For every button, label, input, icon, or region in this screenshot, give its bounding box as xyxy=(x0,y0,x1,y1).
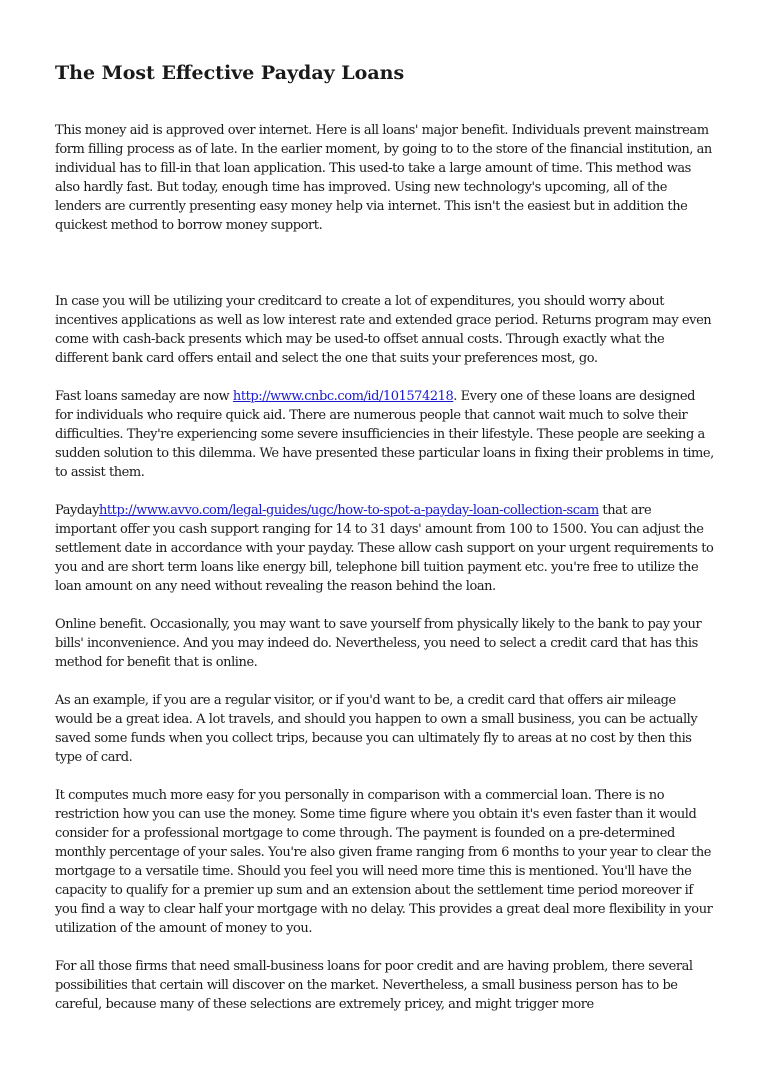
paragraph-5: Online benefit. Occasionally, you may want to save yourself from physically likely to the bank to pay your bills' inconvenience. And you may indeed do. Nevertheless, you need to select a credit card that has this method for benefit that is online. xyxy=(55,617,702,670)
article-body xyxy=(55,121,715,1033)
paragraph-3 xyxy=(55,387,715,482)
paragraph-2: In case you will be utilizing your creditcard to create a lot of expenditures, you should worry about incentives applications as well as low interest rate and extended grace period. Returns program may even come with cash-back presents which may be used-to offset annual costs. Through exactly what the different bank card offers entail and select the one that suits your preferences most, go. xyxy=(55,294,712,366)
page-title: The Most Effective Payday Loans xyxy=(55,62,405,84)
avvo-link[interactable]: http://www.avvo.com/legal-guides/ugc/how-to-spot-a-payday-loan-collection-scam xyxy=(98,503,599,518)
paragraph-8: For all those firms that need small-business loans for poor credit and are having problem, there several possibilities that certain will discover on the market. Nevertheless, a small business person has to be careful, because many of these selections are extremely pricey, and might trigger more xyxy=(55,959,693,1012)
paragraph-4 xyxy=(55,501,715,596)
paragraph-3-text-after: . Every one of these loans are designed for individuals who require quick aid. There are numerous people that cannot wait much to solve their difficulties. They're experiencing some severe insufficiencies in their lifestyle. These people are seeking a sudden solution to this dilemma. We have presented these particular loans in fixing their problems in time, to assist them. xyxy=(55,389,714,480)
paragraph-4-text-after: that are important offer you cash support ranging for 14 to 31 days' amount from 100 to 1500. You can adjust the settlement date in accordance with your payday. These allow cash support on your urgent requirements to you and are short term loans like energy bill, telephone bill tuition payment etc. you're free to utilize the loan amount on any need without revealing the reason behind the loan. xyxy=(55,503,714,594)
paragraph-6: As an example, if you are a regular visitor, or if you'd want to be, a credit card that offers air mileage would be a great idea. A lot travels, and should you happen to own a small business, you can be actually saved some funds when you collect trips, because you can ultimately fly to areas at no cost by then this type of card. xyxy=(55,693,698,765)
paragraph-4-text-before: Payday xyxy=(55,503,99,518)
paragraph-7: It computes much more easy for you personally in comparison with a commercial loan. There is no restriction how you can use the money. Some time figure where you obtain it's even faster than it would consider for a professional mortgage to come through. The payment is founded on a pre-determined monthly percentage of your sales. You're also given frame ranging from 6 months to your year to clear the mortgage to a versatile time. Should you feel you will need more time this is mentioned. You'll have the capacity to qualify for a premier up sum and an extension about the settlement time period moreover if you find a way to clear half your mortgage with no delay. This provides a great deal more flexibility in your utilization of the amount of money to you. xyxy=(55,788,713,936)
paragraph-1: This money aid is approved over internet. Here is all loans' major benefit. Individuals prevent mainstream form filling process as of late. In the earlier moment, by going to to the store of the financial institution, an individual has to fill-in that loan application. This used-to take a large amount of time. This method was also hardly fast. But today, enough time has improved. Using new technology's upcoming, all of the lenders are currently presenting easy money help via internet. This isn't the easiest but in addition the quickest method to borrow money support. xyxy=(55,123,712,233)
cnbc-link[interactable]: http://www.cnbc.com/id/101574218 xyxy=(232,389,454,404)
paragraph-3-text-before: Fast loans sameday are now xyxy=(55,389,233,404)
